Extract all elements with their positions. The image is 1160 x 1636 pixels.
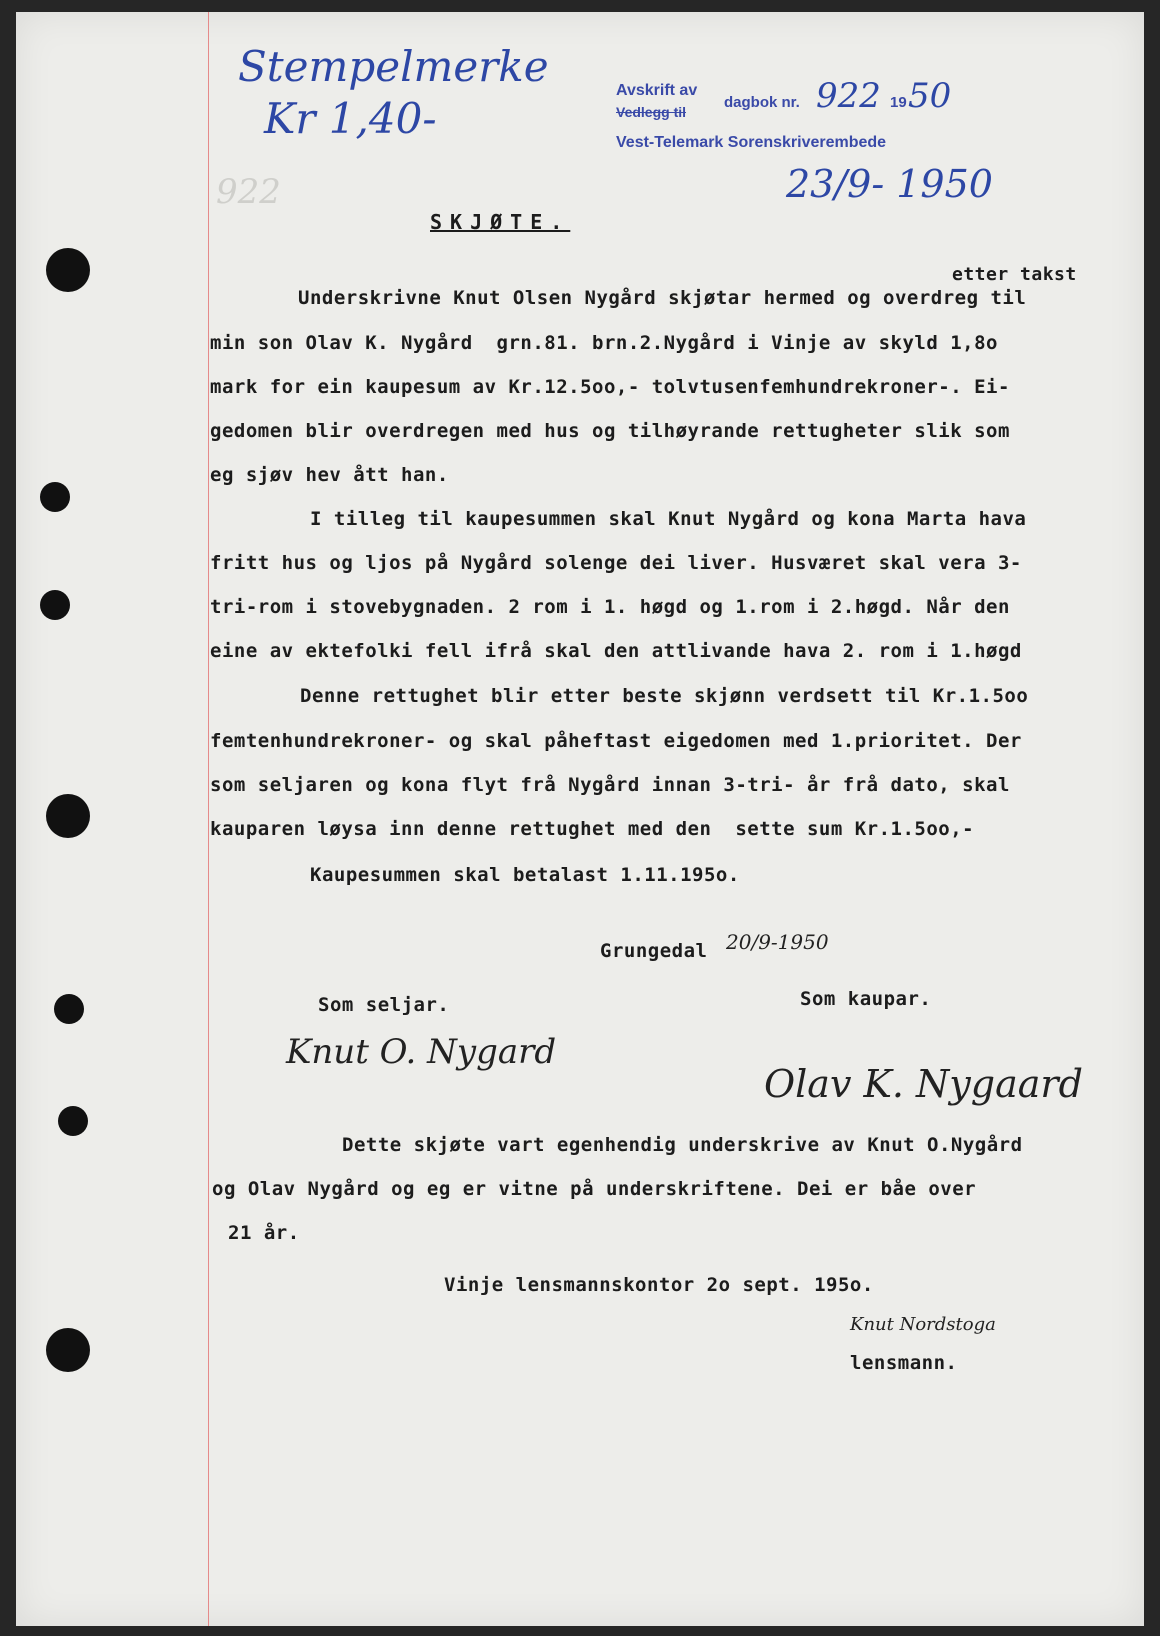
body-line-13: kauparen løysa inn denne rettughet med den sette sum Kr.1.5oo,- (210, 818, 975, 840)
faint-number: 922 (216, 172, 281, 212)
body-line-11: femtenhundrekroner- og skal påheftast eigedomen med 1.prioritet. Der (210, 730, 1022, 752)
year-suffix: 50 (908, 76, 952, 116)
body-line-1: Underskrivne Knut Olsen Nygård skjøtar hermed og overdreg til (298, 287, 1027, 309)
punch-hole (40, 590, 70, 620)
punch-hole (46, 1328, 90, 1372)
stamp-avskrift: Avskrift av (616, 82, 698, 99)
body-line-9: eine av ektefolki fell ifrå skal den attlivande hava 2. rom i 1.høgd (210, 640, 1022, 662)
witness-line-2: og Olav Nygård og eg er vitne på underskriftene. Dei er båe over (212, 1178, 977, 1200)
punch-hole (46, 248, 90, 292)
body-line-4: gedomen blir overdregen med hus og tilhøyrande rettugheter slik som (210, 420, 1010, 442)
punch-hole (46, 794, 90, 838)
witness-line-3: 21 år. (228, 1222, 300, 1244)
seller-signature: Knut O. Nygard (286, 1032, 557, 1072)
body-line-3: mark for ein kaupesum av Kr.12.5oo,- tolvtusenfemhundrekroner-. Ei- (210, 376, 1010, 398)
body-line-14: Kaupesummen skal betalast 1.11.195o. (310, 864, 740, 886)
buyer-label: Som kaupar. (800, 988, 932, 1010)
place-date: 20/9-1950 (726, 930, 829, 954)
body-line-7: fritt hus og ljos på Nygård solenge dei liver. Husværet skal vera 3- (210, 552, 1022, 574)
punch-hole (40, 482, 70, 512)
document-title: SKJØTE. (430, 210, 571, 234)
body-line-8: tri-rom i stovebygnaden. 2 rom i 1. høgd og 1.rom i 2.høgd. Når den (210, 596, 1010, 618)
dagbok-number: 922 (816, 76, 881, 116)
seller-label: Som seljar. (318, 994, 450, 1016)
witness-line-1: Dette skjøte vart egenhendig underskrive av Knut O.Nygård (342, 1134, 1023, 1156)
lensmann-signature: Knut Nordstoga (850, 1314, 996, 1335)
stamp-office: Vest-Telemark Sorenskriverembede (616, 134, 887, 151)
stamp-year-prefix: 19 (890, 94, 907, 111)
place: Grungedal (600, 940, 708, 962)
body-line-6: I tilleg til kaupesummen skal Knut Nygård og kona Marta hava (310, 508, 1027, 530)
handwritten-amount: Kr 1,40- (264, 94, 437, 143)
margin-line (208, 12, 209, 1626)
document-page (16, 12, 1144, 1626)
body-line-10: Denne rettughet blir etter beste skjønn verdsett til Kr.1.5oo (300, 685, 1029, 707)
body-line-2: min son Olav K. Nygård grn.81. brn.2.Nygård i Vinje av skyld 1,8o (210, 332, 998, 354)
handwritten-stempelmerke: Stempelmerke (238, 42, 549, 91)
stamp-vedlegg: Vedlegg til (616, 104, 687, 120)
stamp-dagbok: dagbok nr. (724, 94, 800, 111)
handwritten-date: 23/9- 1950 (786, 162, 993, 206)
witness-place: Vinje lensmannskontor 2o sept. 195o. (444, 1274, 874, 1296)
body-line-12: som seljaren og kona flyt frå Nygård innan 3-tri- år frå dato, skal (210, 774, 1010, 796)
insert-etter-takst: etter takst (952, 264, 1077, 285)
punch-hole (58, 1106, 88, 1136)
buyer-signature: Olav K. Nygaard (764, 1062, 1083, 1106)
lensmann-title: lensmann. (850, 1352, 958, 1374)
body-line-5: eg sjøv hev ått han. (210, 464, 449, 486)
punch-hole (54, 994, 84, 1024)
